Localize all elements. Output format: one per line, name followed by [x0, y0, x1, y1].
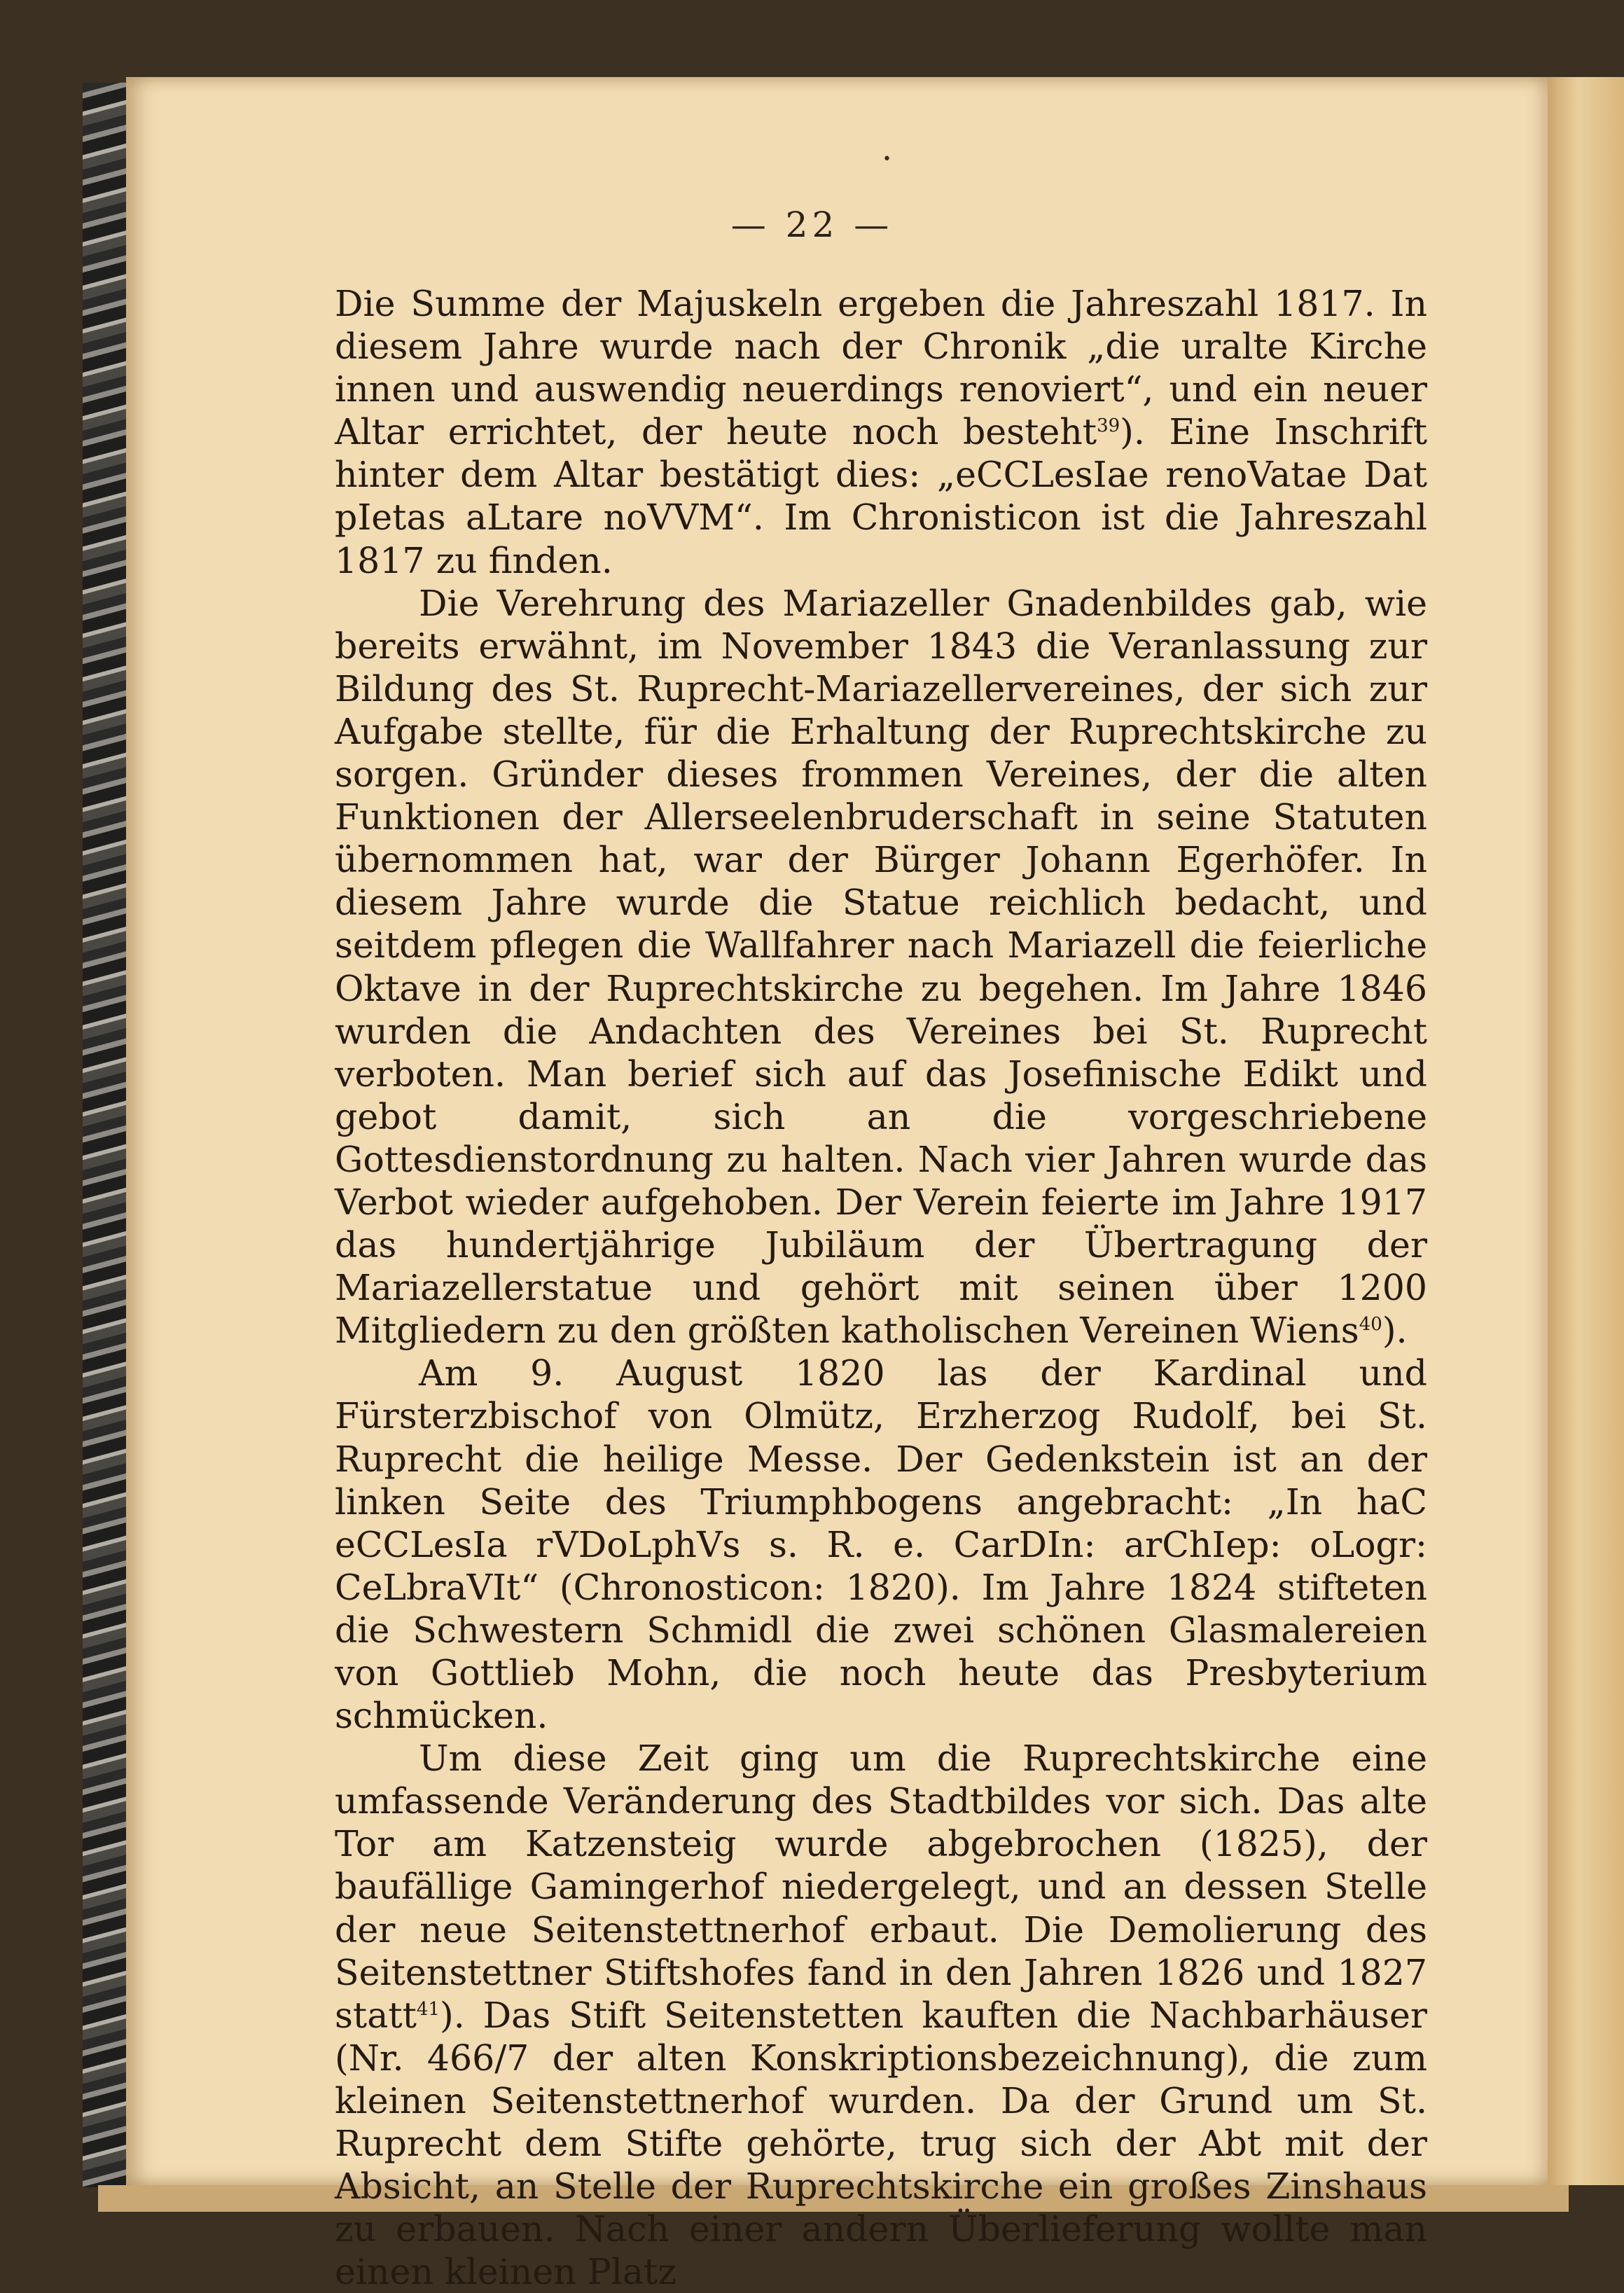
- page-number: — 22 —: [730, 205, 894, 245]
- book-spine: [83, 83, 129, 2187]
- ink-dot: •: [882, 151, 891, 168]
- paragraph: Die Summe der Majuskeln ergeben die Jahreszahl 1817. In diesem Jahre wurde nach der Chronik „die uralte Kirche innen und auswendig neuerdings renoviert“, und ein neuer Altar errichtet, der heute noch besteht$^{39}$). Eine Inschrift hinter dem Altar bestätigt dies: „eCCLesIae renoVatae Dat pIetas aLtare noVVM“. Im Chronisticon ist die Jahreszahl 1817 zu finden.: [335, 283, 1427, 581]
- page-edge-right: [1548, 77, 1624, 2185]
- body-text: [335, 282, 1427, 2293]
- paragraph: Um diese Zeit ging um die Ruprechtskirche eine umfassende Veränderung des Stadtbildes vor sich. Das alte Tor am Katzensteig wurde abgebrochen (1825), der baufällige Gamingerhof niedergelegt, und an dessen Stelle der neue Seitenstettnerhof erbaut. Die Demolierung des Seitenstettner Stiftshofes fand in den Jahren 1826 und 1827 statt$^{41}$). Das Stift Seitenstetten kauften die Nachbarhäuser (Nr. 466/7 der alten Konskriptionsbezeichnung), die zum kleinen Seitenstettnerhof wurden. Da der Grund um St. Ruprecht dem Stifte gehörte, trug sich der Abt mit der Absicht, an Stelle der Ruprechtskirche ein großes Zinshaus zu erbauen. Nach einer andern Überlieferung wollte man einen kleinen Platz: [335, 1738, 1427, 2293]
- paragraph: Die Verehrung des Mariazeller Gnadenbildes gab, wie bereits erwähnt, im November 1843 die Veranlassung zur Bildung des St. Ruprecht-Mariazellervereines, der sich zur Aufgabe stellte, für die Erhaltung der Ruprechtskirche zu sorgen. Gründer dieses frommen Vereines, der die alten Funktionen der Allerseelenbruderschaft in seine Statuten übernommen hat, war der Bürger Johann Egerhöfer. In diesem Jahre wurde die Statue reichlich bedacht, und seitdem pflegen die Wallfahrer nach Mariazell die feierliche Oktave in der Ruprechtskirche zu begehen. Im Jahre 1846 wurden die Andachten des Vereines bei St. Ruprecht verboten. Man berief sich auf das Josefinische Edikt und gebot damit, sich an die vorgeschriebene Gottesdienstordnung zu halten. Nach vier Jahren wurde das Verbot wieder aufgehoben. Der Verein feierte im Jahre 1917 das hundertjährige Jubiläum der Übertragung der Mariazellerstatue und gehört mit seinen über 1200 Mitgliedern zu den größten katholischen Vereinen Wiens$^{40}$).: [335, 582, 1427, 1352]
- paragraph: Am 9. August 1820 las der Kardinal und Fürsterzbischof von Olmütz, Erzherzog Rudolf, bei St. Ruprecht die heilige Messe. Der Gedenkstein ist an der linken Seite des Triumphbogens angebracht: „In haC eCCLesIa rVDoLphVs s. R. e. CarDIn: arChIep: oLogr: CeLbraVIt“ (Chronosticon: 1820). Im Jahre 1824 stifteten die Schwestern Schmidl die zwei schönen Glasmalereien von Gottlieb Mohn, die noch heute das Presbyterium schmücken.: [335, 1352, 1427, 1737]
